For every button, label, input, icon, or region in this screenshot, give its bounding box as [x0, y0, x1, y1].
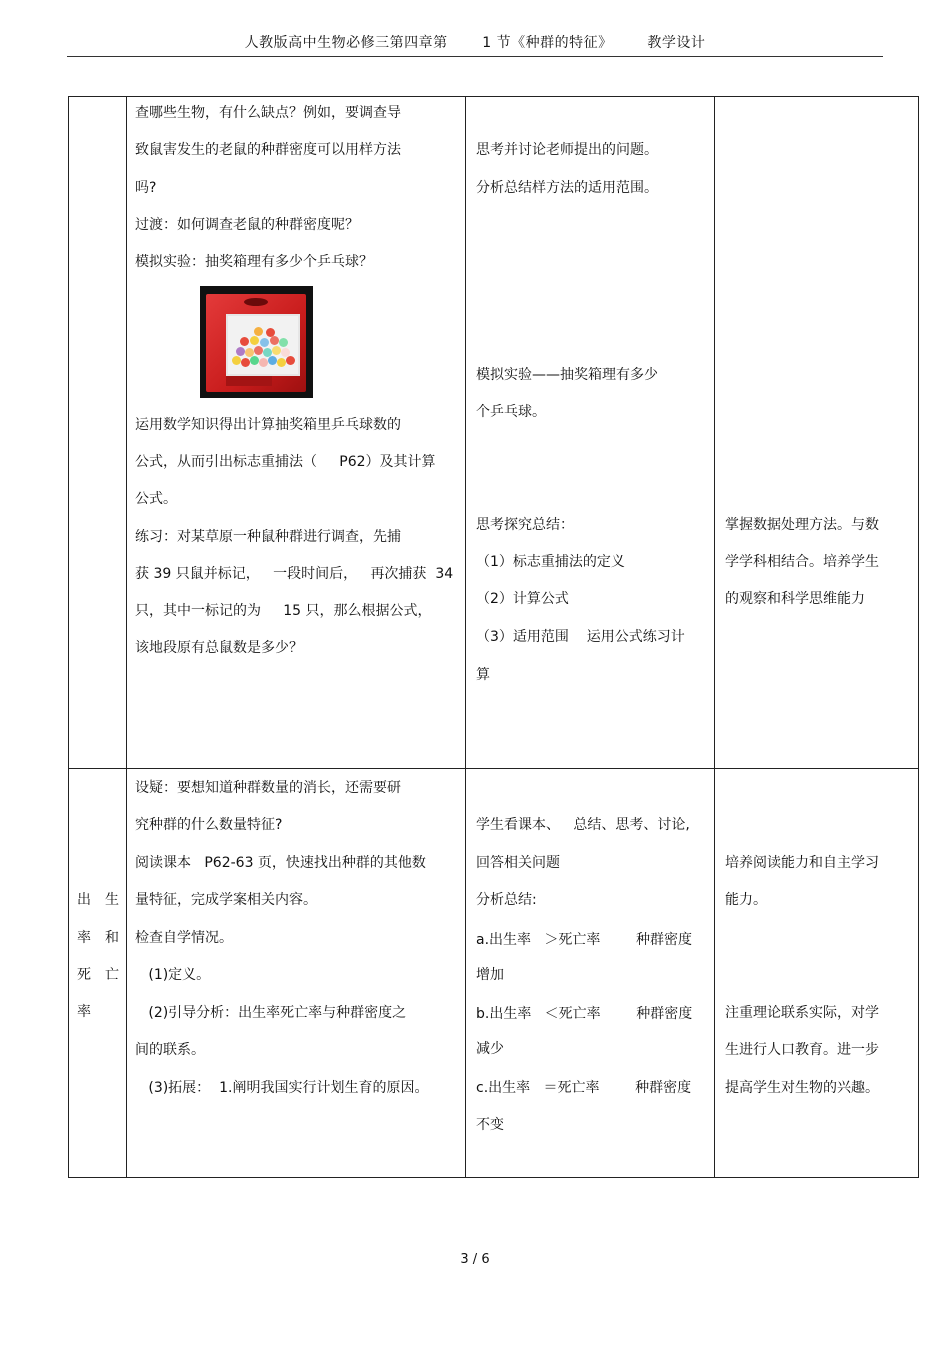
- text-line: 减少: [476, 1041, 504, 1057]
- text-line: 培养阅读能力和自主学习: [725, 855, 879, 871]
- ball: [254, 327, 263, 336]
- ball: [250, 336, 259, 345]
- text-line: 公式。: [135, 491, 177, 507]
- text-line: 阅读课本 P62-63 页，快速找出种群的其他数: [135, 855, 426, 871]
- ball: [260, 338, 269, 347]
- text-line: c.出生率 ＝死亡率 种群密度: [476, 1080, 692, 1096]
- ball: [286, 356, 295, 365]
- ball: [241, 358, 250, 367]
- text-line: 致鼠害发生的老鼠的种群密度可以用样方法: [135, 142, 401, 158]
- text-line: 分析总结样方法的适用范围。: [476, 180, 658, 196]
- text-line: 能力。: [725, 892, 767, 908]
- text-line: 检查自学情况。: [135, 930, 233, 946]
- ball: [259, 358, 268, 367]
- label-line: 率和: [77, 930, 133, 946]
- text-line: 设疑：要想知道种群数量的消长，还需要研: [135, 780, 401, 796]
- page-number: 3 / 6: [460, 1252, 490, 1267]
- text-line: 生进行人口教育。进一步: [725, 1042, 879, 1058]
- ball: [263, 348, 272, 357]
- ball: [250, 356, 259, 365]
- text-line: （3）适用范围 运用公式练习计: [476, 629, 685, 645]
- text-line: 查哪些生物，有什么缺点？例如，要调查导: [135, 105, 401, 121]
- ball: [277, 358, 286, 367]
- text-line: 模拟实验：抽奖箱理有多少个乒乓球？: [135, 254, 373, 270]
- text-line: 量特征，完成学案相关内容。: [135, 892, 317, 908]
- text-line: 思考探究总结：: [476, 517, 574, 533]
- ball: [268, 356, 277, 365]
- text-line: 提高学生对生物的兴趣。: [725, 1080, 879, 1096]
- label-line: 率: [77, 1004, 105, 1020]
- ball: [240, 337, 249, 346]
- row2-section-label: [77, 0, 133, 1020]
- text-line: 掌握数据处理方法。与数: [725, 517, 879, 533]
- lottery-box-body: [206, 294, 306, 392]
- text-line: 学生看课本、 总结、思考、讨论,: [476, 817, 690, 833]
- text-line: (1)定义。: [135, 967, 211, 983]
- text-line: 过渡：如何调查老鼠的种群密度呢？: [135, 217, 359, 233]
- text-line: (2)引导分析：出生率死亡率与种群密度之: [135, 1005, 407, 1021]
- row1-intent-cell: [714, 96, 919, 769]
- text-line: 公式，从而引出标志重捕法（ P62）及其计算: [135, 454, 436, 470]
- text-line: 该地段原有总鼠数是多少？: [135, 640, 303, 656]
- text-line: 学学科相结合。培养学生: [725, 554, 879, 570]
- label-line: 出生: [77, 892, 133, 908]
- text-line: 不变: [476, 1117, 504, 1133]
- text-line: (3)拓展： 1.阐明我国实行计划生育的原因。: [135, 1080, 429, 1096]
- text-line: 思考并讨论老师提出的问题。: [476, 142, 658, 158]
- ball: [254, 346, 263, 355]
- lottery-box-image: [200, 286, 313, 398]
- text-line: 个乒乓球。: [476, 404, 546, 420]
- text-line: 运用数学知识得出计算抽奖箱里乒乓球数的: [135, 417, 401, 433]
- ball: [236, 347, 245, 356]
- text-line: 吗?: [135, 180, 157, 196]
- header-divider: [67, 56, 883, 57]
- lottery-box-slot: [244, 298, 268, 306]
- text-line: （1）标志重捕法的定义: [476, 554, 625, 570]
- ball: [272, 346, 281, 355]
- ball: [279, 338, 288, 347]
- text-line: 练习：对某草原一种鼠种群进行调查，先捕: [135, 529, 401, 545]
- lottery-box-base: [226, 376, 272, 386]
- text-line: 模拟实验——抽奖箱理有多少: [476, 367, 658, 383]
- row2-intent-cell: [714, 768, 919, 1178]
- ball: [232, 356, 241, 365]
- lottery-box-window: [226, 314, 300, 376]
- text-line: b.出生率 ＜死亡率 种群密度: [476, 1006, 693, 1022]
- page-header-title: 人教版高中生物必修三第四章第 1 节《种群的特征》 教学设计: [244, 35, 706, 51]
- text-line: 分析总结:: [476, 892, 537, 908]
- text-line: 只，其中一标记的为 15 只，那么根据公式，: [135, 603, 432, 619]
- text-line: 算: [476, 667, 490, 683]
- text-line: （2）计算公式: [476, 591, 569, 607]
- ball: [266, 328, 275, 337]
- ball: [245, 348, 254, 357]
- row1-label-cell: [68, 96, 127, 769]
- text-line: 回答相关问题: [476, 855, 560, 871]
- text-line: a.出生率 ＞死亡率 种群密度: [476, 932, 692, 948]
- text-line: 的观察和科学思维能力: [725, 591, 865, 607]
- ball: [270, 336, 279, 345]
- text-line: 增加: [476, 967, 504, 983]
- ball: [281, 348, 290, 357]
- text-line: 究种群的什么数量特征?: [135, 817, 283, 833]
- text-line: 注重理论联系实际，对学: [725, 1005, 879, 1021]
- label-line: 死亡: [77, 967, 133, 983]
- text-line: 间的联系。: [135, 1042, 205, 1058]
- text-line: 获 39 只鼠并标记， 一段时间后， 再次捕获 34: [135, 566, 454, 582]
